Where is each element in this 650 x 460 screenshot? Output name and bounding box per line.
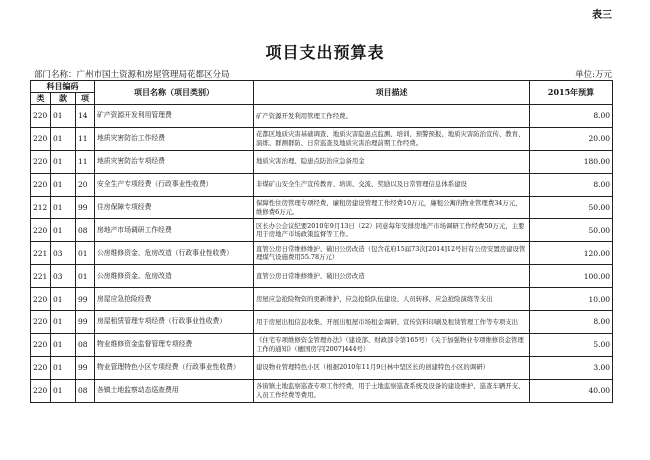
- table-row: [31, 127, 613, 150]
- project-name-cell: 矿产资源开发利用管理费: [95, 105, 254, 128]
- project-name-cell: 房地产市场调研工作经费: [95, 219, 254, 242]
- project-desc-cell: 矿产资源开发利用管理工作经费。: [254, 105, 530, 128]
- project-name-cell: 公房维修资金、危房改造（行政事业性收费）: [95, 242, 254, 265]
- class-cell: 221: [31, 265, 51, 288]
- table-row: [31, 150, 613, 173]
- table-row: [31, 311, 613, 334]
- table-row: [31, 288, 613, 311]
- section-cell: 03: [51, 242, 76, 265]
- budget-table-body: [31, 105, 613, 403]
- item-cell: 01: [76, 265, 95, 288]
- project-desc-cell: 保障性住房管理专项经费、廉租房建设管理工作经费10万元，廉租公寓的物业管理费34万元，维修费6万元。: [254, 196, 530, 219]
- project-desc-cell: 房屋应急抢险物资的更新维护、应急抢险队伍建设、人员转移、应急抢险演练等支出: [254, 288, 530, 311]
- subject-code-header: 科目编码: [31, 81, 95, 93]
- item-cell: 11: [76, 150, 95, 173]
- project-desc-header: 项目描述: [254, 81, 530, 105]
- class-cell: 220: [31, 127, 51, 150]
- project-desc-cell: 各街镇土地监察巡查专项工作经费，用于土地监察巡查系统及设备的建设维护、巡查车辆开支、人员工作经费等费用。: [254, 379, 530, 402]
- table-row: [31, 196, 613, 219]
- item-cell: 08: [76, 333, 95, 356]
- table-row: [31, 333, 613, 356]
- item-cell: 08: [76, 219, 95, 242]
- budget-amount-cell: 40.00: [530, 379, 613, 402]
- budget-amount-cell: 10.00: [530, 288, 613, 311]
- project-desc-cell: 直管公房日常维修维护、破旧公房改造（包含花府15届73次[2014]12号旧有公房安置房建设管理煤气设施费用55.78万元）: [254, 242, 530, 265]
- table-row: [31, 242, 613, 265]
- project-desc-cell: 地质灾害治理、隐患点防治应急备用金: [254, 150, 530, 173]
- table-row: [31, 379, 613, 402]
- section-cell: 01: [51, 150, 76, 173]
- budget-amount-cell: 50.00: [530, 196, 613, 219]
- project-name-cell: 房屋应急抢险经费: [95, 288, 254, 311]
- budget-amount-cell: 50.00: [530, 219, 613, 242]
- table-row: [31, 105, 613, 128]
- section-header: 款: [51, 93, 76, 105]
- class-cell: 221: [31, 242, 51, 265]
- project-desc-cell: 非煤矿山安全生产宣传教育、培训、交流、奖励以及日常管理信息体系建设: [254, 173, 530, 196]
- budget-amount-cell: 20.00: [530, 127, 613, 150]
- section-cell: 01: [51, 288, 76, 311]
- table-row: [31, 219, 613, 242]
- item-cell: 08: [76, 379, 95, 402]
- budget-amount-cell: 100.00: [530, 265, 613, 288]
- project-desc-cell: 《住宅专项维修资金管理办法》（建设部、财政部令第165号）《关于加强物业专项维修资金管理工作的通知》（穗国房字[2007]444号）: [254, 333, 530, 356]
- table-row: [31, 173, 613, 196]
- item-cell: 99: [76, 311, 95, 334]
- class-cell: 212: [31, 196, 51, 219]
- project-desc-cell: 直管公房日常维修维护、破旧公房改造: [254, 265, 530, 288]
- item-cell: 99: [76, 356, 95, 379]
- project-desc-cell: 用于房屋出租信息收集、开展出租屋市场租金调研、宣传资料印刷及租赁管理工作等专项支出: [254, 311, 530, 334]
- item-cell: 20: [76, 173, 95, 196]
- project-desc-cell: 区长办公会议纪要2010年9月13日（22）同意每年安排房地产市场调研工作经费50万元，主要用于房地产市场政策监督等工作。: [254, 219, 530, 242]
- budget-amount-cell: 8.00: [530, 173, 613, 196]
- project-name-cell: 公房维修资金、危房改造: [95, 265, 254, 288]
- class-cell: 220: [31, 150, 51, 173]
- class-cell: 220: [31, 173, 51, 196]
- table-row: [31, 356, 613, 379]
- class-header: 类: [31, 93, 51, 105]
- sheet-label: 表三: [592, 10, 612, 21]
- class-cell: 220: [31, 333, 51, 356]
- item-cell: 11: [76, 127, 95, 150]
- class-cell: 220: [31, 356, 51, 379]
- budget-amount-cell: 5.00: [530, 333, 613, 356]
- section-cell: 01: [51, 219, 76, 242]
- project-name-cell: 房屋租赁管理专项经费（行政事业性收费）: [95, 311, 254, 334]
- section-cell: 01: [51, 379, 76, 402]
- project-name-cell: 各镇土地监察动态巡查费用: [95, 379, 254, 402]
- class-cell: 220: [31, 219, 51, 242]
- project-name-cell: 地质灾害防治专项经费: [95, 150, 254, 173]
- budget-amount-cell: 8.00: [530, 311, 613, 334]
- project-desc-cell: 建设物业管理特色小区（根据2010年11月9日林中坚区长的创建特色小区的调研）: [254, 356, 530, 379]
- project-name-header: 项目名称（项目类别）: [95, 81, 254, 105]
- project-name-cell: 住房保障专项经费: [95, 196, 254, 219]
- section-cell: 01: [51, 196, 76, 219]
- item-cell: 01: [76, 242, 95, 265]
- project-name-cell: 物业维修资金监督管理专项经费: [95, 333, 254, 356]
- item-cell: 99: [76, 288, 95, 311]
- project-name-cell: 物业管理特色小区专项经费（行政事业性收费）: [95, 356, 254, 379]
- budget-amount-cell: 120.00: [530, 242, 613, 265]
- section-cell: 01: [51, 333, 76, 356]
- class-cell: 220: [31, 311, 51, 334]
- page-title: 项目支出预算表: [265, 43, 385, 62]
- item-header: 项: [76, 93, 95, 105]
- class-cell: 220: [31, 379, 51, 402]
- budget-amount-cell: 8.00: [530, 105, 613, 128]
- budget-amount-cell: 3.00: [530, 356, 613, 379]
- budget-table: [30, 80, 613, 403]
- section-cell: 01: [51, 173, 76, 196]
- department-name: 部门名称：广州市国土资源和房屋管理局花都区分局: [34, 70, 230, 80]
- class-cell: 220: [31, 105, 51, 128]
- project-desc-cell: 花都区地质灾害基础调查、地质灾害隐患点监测、培训、预警预报、地质灾害防治宣传、教育、演练、群测群防、日常巡查及地质灾害治理前期工作经费。: [254, 127, 530, 150]
- table-row: [31, 265, 613, 288]
- item-cell: 99: [76, 196, 95, 219]
- budget-2015-header: 2015年预算: [530, 81, 613, 105]
- budget-amount-cell: 180.00: [530, 150, 613, 173]
- section-cell: 01: [51, 311, 76, 334]
- unit-label: 单位:万元: [575, 70, 612, 80]
- section-cell: 01: [51, 105, 76, 128]
- project-name-cell: 地质灾害防治工作经费: [95, 127, 254, 150]
- section-cell: 03: [51, 265, 76, 288]
- class-cell: 220: [31, 288, 51, 311]
- item-cell: 14: [76, 105, 95, 128]
- section-cell: 01: [51, 127, 76, 150]
- project-name-cell: 安全生产专项经费（行政事业性收费）: [95, 173, 254, 196]
- section-cell: 01: [51, 356, 76, 379]
